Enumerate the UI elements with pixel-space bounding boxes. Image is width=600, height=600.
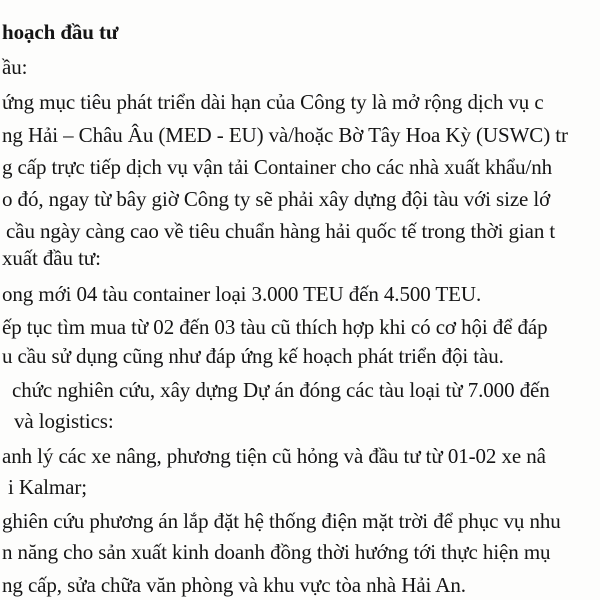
text-line: ng cấp, sửa chữa văn phòng và khu vực tòa nhà Hải An.	[2, 573, 466, 597]
text-line: u cầu sử dụng cũng như đáp ứng kế hoạch phát triển đội tàu.	[2, 344, 504, 368]
text-line: ếp tục tìm mua từ 02 đến 03 tàu cũ thích hợp khi có cơ hội để đáp	[2, 315, 548, 339]
text-line: ong mới 04 tàu container loại 3.000 TEU đến 4.500 TEU.	[2, 282, 482, 306]
text-line: anh lý các xe nâng, phương tiện cũ hỏng và đầu tư từ 01-02 xe nâ	[2, 444, 546, 468]
text-line: ng Hải – Châu Âu (MED - EU) và/hoặc Bờ Tây Hoa Kỳ (USWC) tr	[2, 123, 568, 147]
text-line: g cấp trực tiếp dịch vụ vận tải Container cho các nhà xuất khẩu/nh	[2, 155, 553, 179]
text-line: xuất đầu tư:	[2, 246, 101, 270]
text-line: ứng mục tiêu phát triển dài hạn của Công ty là mở rộng dịch vụ c	[2, 90, 544, 114]
text-line: i Kalmar;	[8, 475, 87, 499]
text-line: o đó, ngay từ bây giờ Công ty sẽ phải xây dựng đội tàu với size lớ	[2, 187, 551, 211]
text-line: và logistics:	[14, 409, 114, 433]
text-line: chức nghiên cứu, xây dựng Dự án đóng các tàu loại từ 7.000 đến	[12, 378, 550, 402]
text-line: cầu ngày càng cao về tiêu chuẩn hàng hải quốc tế trong thời gian t	[6, 219, 556, 243]
text-line: ghiên cứu phương án lắp đặt hệ thống điện mặt trời để phục vụ nhu	[2, 509, 561, 533]
text-line: n năng cho sản xuất kinh doanh đồng thời hướng tới thực hiện mụ	[2, 540, 551, 564]
text-line: ầu:	[2, 55, 28, 79]
section-heading: hoạch đầu tư	[2, 20, 119, 44]
